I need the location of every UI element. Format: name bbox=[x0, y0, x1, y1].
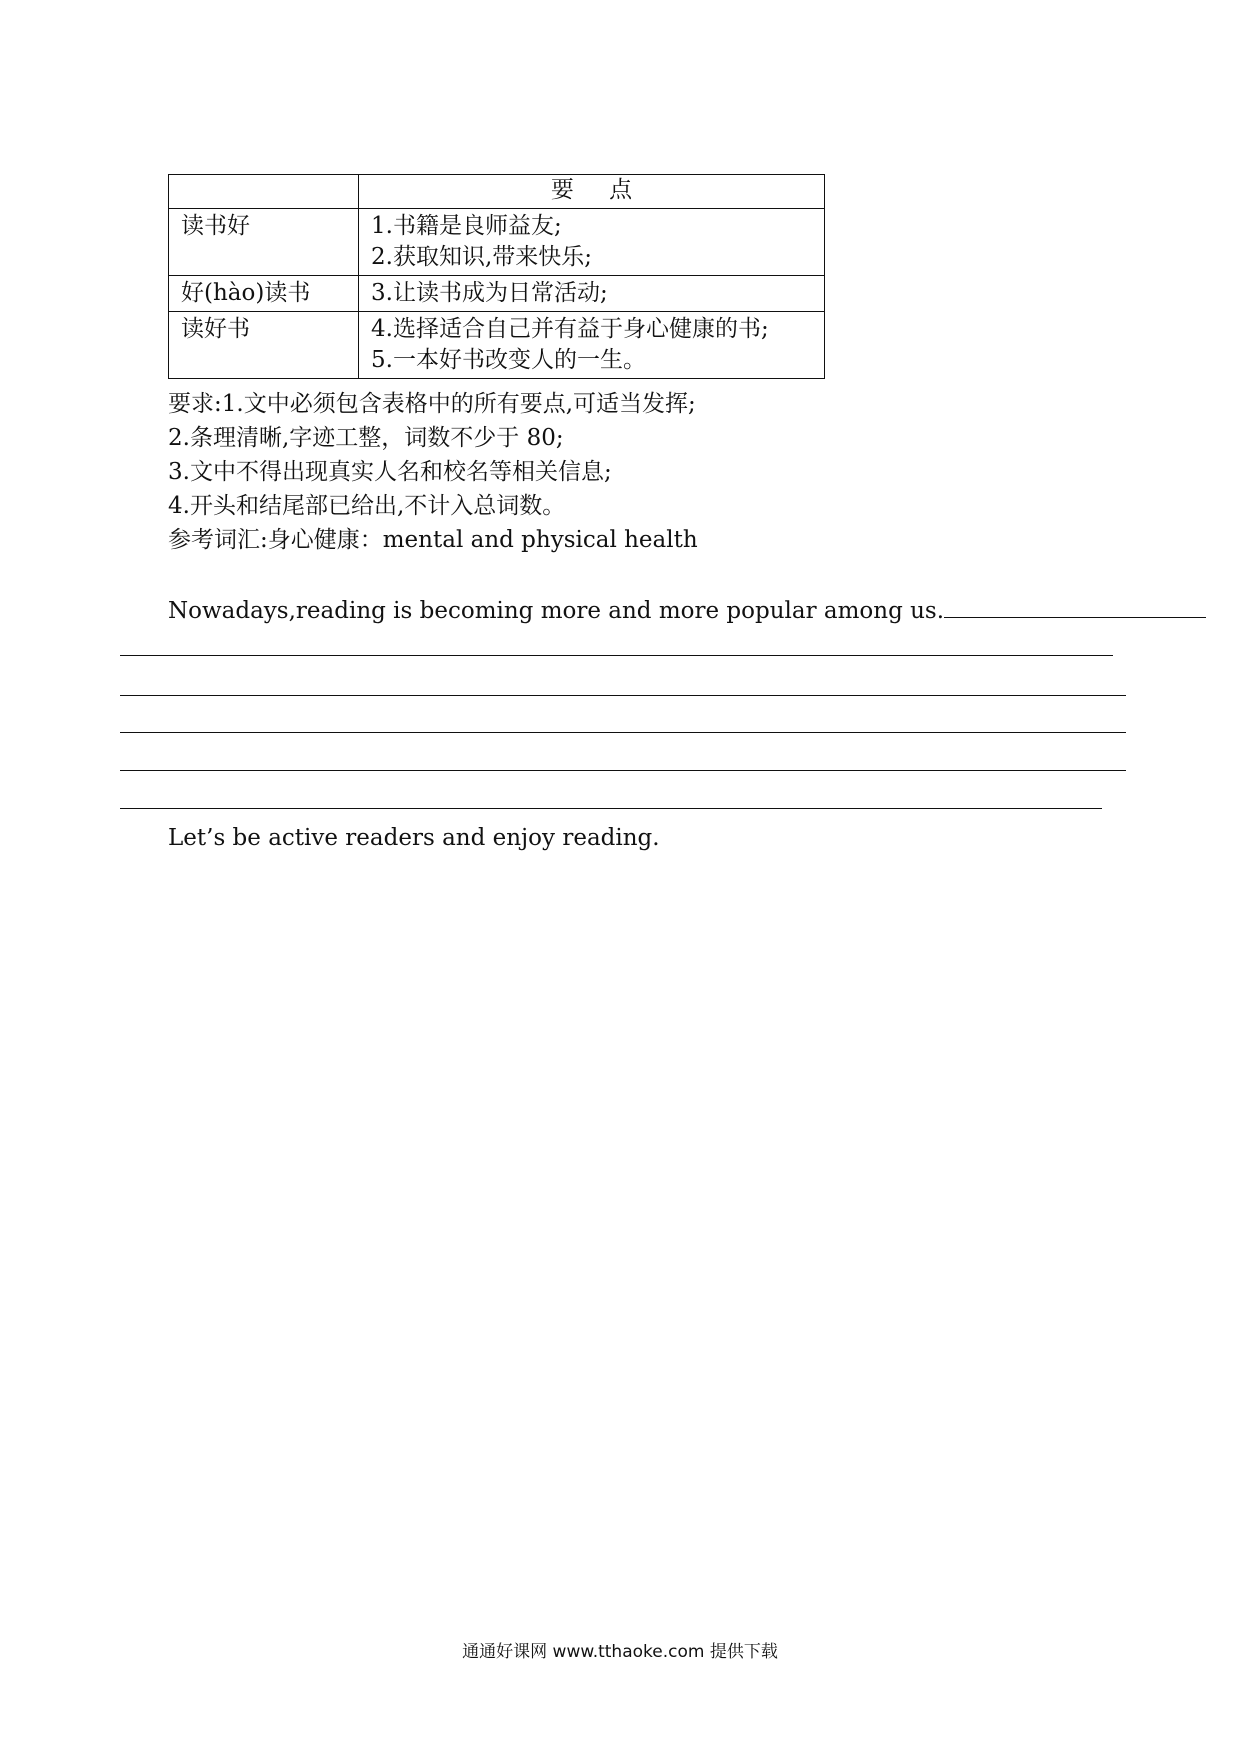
requirement-3: 3.文中不得出现真实人名和校名等相关信息; bbox=[168, 459, 612, 485]
essay-opening-text: Nowadays,reading is becoming more and more popular among us. bbox=[168, 598, 945, 624]
row-points bbox=[359, 209, 825, 276]
point-5: 5.一本好书改变人的一生。 bbox=[371, 347, 646, 373]
row-points bbox=[359, 276, 825, 312]
key-points-table bbox=[168, 174, 825, 379]
footer-source: 通通好课网 www.tthaoke.com 提供下载 bbox=[462, 1642, 778, 1662]
row-label: 读书好 bbox=[169, 209, 359, 276]
row-points bbox=[359, 312, 825, 379]
answer-line[interactable] bbox=[120, 655, 1113, 656]
table-row bbox=[169, 276, 825, 312]
row-label: 好(hào)读书 bbox=[169, 276, 359, 312]
requirement-1: 要求:1.文中必须包含表格中的所有要点,可适当发挥; bbox=[168, 391, 696, 417]
answer-line[interactable] bbox=[120, 770, 1126, 771]
essay-closing-line: Let’s be active readers and enjoy reading. bbox=[168, 825, 660, 851]
point-4: 4.选择适合自己并有益于身心健康的书; bbox=[371, 316, 769, 342]
requirement-2: 2.条理清晰,字迹工整，词数不少于 80; bbox=[168, 425, 564, 451]
answer-line[interactable] bbox=[120, 732, 1126, 733]
point-1: 1.书籍是良师益友; bbox=[371, 213, 562, 239]
row-label: 读好书 bbox=[169, 312, 359, 379]
table-row bbox=[169, 312, 825, 379]
essay-opening-line bbox=[168, 597, 1206, 624]
table-header-row bbox=[169, 175, 825, 209]
table-header-key-points: 要 点 bbox=[359, 175, 825, 209]
answer-blank[interactable] bbox=[944, 597, 1206, 618]
reference-vocabulary: 参考词汇:身心健康：mental and physical health bbox=[168, 527, 698, 553]
answer-line[interactable] bbox=[120, 695, 1126, 696]
table-header-empty bbox=[169, 175, 359, 209]
requirement-4: 4.开头和结尾部已给出,不计入总词数。 bbox=[168, 493, 566, 519]
table-row bbox=[169, 209, 825, 276]
requirements-block bbox=[168, 387, 698, 557]
answer-line[interactable] bbox=[120, 808, 1102, 809]
point-2: 2.获取知识,带来快乐; bbox=[371, 244, 593, 270]
point-3: 3.让读书成为日常活动; bbox=[371, 280, 608, 306]
